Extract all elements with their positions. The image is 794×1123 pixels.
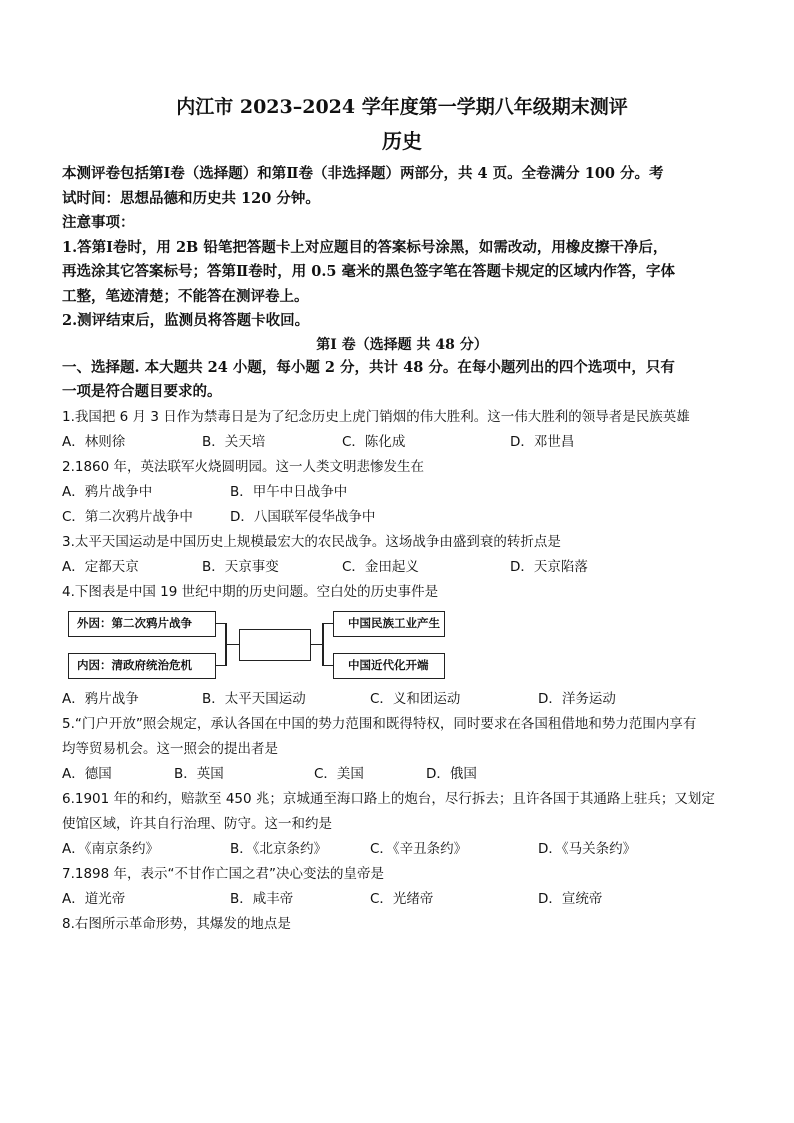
diagram-box-right-bottom: 中国近代化开端 <box>333 653 445 679</box>
option: A．鸦片战争 <box>62 690 139 707</box>
option: D．洋务运动 <box>538 690 616 707</box>
notice-item: 工整，笔迹清楚；不能答在测评卷上。 <box>62 287 309 305</box>
section-instructions: 一、选择题. 本大题共 24 小题，每小题 2 分，共计 48 分。在每小题列出的四个选项中，只有 <box>62 358 675 376</box>
option: C．义和团运动 <box>370 690 461 707</box>
diagram-box-left-bottom: 内因：清政府统治危机 <box>68 653 216 679</box>
option: B．太平天国运动 <box>202 690 306 707</box>
question-stem: 使馆区域，许其自行治理、防守。这一和约是 <box>62 815 332 832</box>
option: A．《南京条约》 <box>62 840 159 857</box>
option: B．咸丰帝 <box>230 890 294 907</box>
question-options <box>62 762 742 787</box>
option: D．《马关条约》 <box>538 840 637 857</box>
section-title: 第Ⅰ 卷（选择题 共 48 分） <box>316 336 488 353</box>
question-options <box>62 555 742 580</box>
question-stem: 5.“门户开放”照会规定，承认各国在中国的势力范围和既得特权，同时要求在各国租借地和势力范围内享有 <box>62 715 697 732</box>
question-stem: 6.1901 年的和约，赔款至 450 兆；京城通至海口路上的炮台，尽行拆去；且许各国于其通路上驻兵；又划定 <box>62 790 715 807</box>
option: C．陈化成 <box>342 433 406 450</box>
connector-line <box>322 623 324 666</box>
option: D．邓世昌 <box>510 433 575 450</box>
option: A．林则徐 <box>62 433 126 450</box>
option: A．德国 <box>62 765 112 782</box>
question-options <box>62 837 742 862</box>
option: A．鸦片战争中 <box>62 483 153 500</box>
option: B．天京事变 <box>202 558 279 575</box>
question-stem: 1.我国把 6 月 3 日作为禁毒日是为了纪念历史上虎门销烟的伟大胜利。这一伟大胜利的领导者是民族英雄 <box>62 408 690 425</box>
option: B．《北京条约》 <box>230 840 328 857</box>
question-options <box>62 505 742 530</box>
question-options <box>62 480 742 505</box>
option: C．金田起义 <box>342 558 419 575</box>
question-stem: 2.1860 年，英法联军火烧圆明园。这一人类文明悲惨发生在 <box>62 458 425 475</box>
question-stem: 4.下图表是中国 19 世纪中期的历史问题。空白处的历史事件是 <box>62 583 439 600</box>
question-stem: 8.右图所示革命形势，其爆发的地点是 <box>62 915 291 932</box>
option: C．《辛丑条约》 <box>370 840 468 857</box>
subject-title: 历史 <box>382 129 422 153</box>
option: C．第二次鸦片战争中 <box>62 508 193 525</box>
intro-line: 试时间：思想品德和历史共 120 分钟。 <box>62 189 320 207</box>
option: B．关天培 <box>202 433 266 450</box>
option: D．八国联军侵华战争中 <box>230 508 376 525</box>
option: B．英国 <box>174 765 224 782</box>
diagram-blank-box <box>239 629 311 661</box>
option: D．天京陷落 <box>510 558 588 575</box>
option: C．美国 <box>314 765 364 782</box>
option: C．光绪帝 <box>370 890 434 907</box>
notice-item: 1.答第Ⅰ卷时，用 2B 铅笔把答题卡上对应题目的答案标号涂黑，如需改动，用橡皮擦干净后， <box>62 238 668 256</box>
diagram-box-right-top: 中国民族工业产生 <box>333 611 445 637</box>
notice-item: 再选涂其它答案标号；答第Ⅱ卷时，用 0.5 毫米的黑色签字笔在答题卡规定的区域内作答，字体 <box>62 263 676 280</box>
question-options <box>62 430 742 455</box>
intro-line: 本测评卷包括第Ⅰ卷（选择题）和第Ⅱ卷（非选择题）两部分，共 4 页。全卷满分 100 分。考 <box>62 165 664 182</box>
question-options <box>62 887 742 912</box>
connector-line <box>322 623 333 625</box>
notice-title: 注意事项： <box>62 214 135 231</box>
exam-page <box>62 92 742 937</box>
option: A．道光帝 <box>62 890 126 907</box>
exam-title: 内江市 2023–2024 学年度第一学期八年级期末测评 <box>176 96 628 118</box>
option: A．定都天京 <box>62 558 139 575</box>
option: D．俄国 <box>426 765 477 782</box>
connector-line <box>225 644 239 646</box>
option: D．宣统帝 <box>538 890 603 907</box>
notice-item: 2.测评结束后，监测员将答题卡收回。 <box>62 312 310 329</box>
question-stem: 7.1898 年，表示“不甘作亡国之君”决心变法的皇帝是 <box>62 865 385 882</box>
question-stem: 均等贸易机会。这一照会的提出者是 <box>62 740 278 757</box>
question-stem: 3.太平天国运动是中国历史上规模最宏大的农民战争。这场战争由盛到衰的转折点是 <box>62 533 561 550</box>
diagram-box-left-top: 外因：第二次鸦片战争 <box>68 611 216 637</box>
connector-line <box>322 665 333 667</box>
cause-effect-diagram <box>68 609 448 681</box>
section-instructions: 一项是符合题目要求的。 <box>62 383 222 400</box>
question-options <box>62 687 742 712</box>
option: B．甲午中日战争中 <box>230 483 348 500</box>
